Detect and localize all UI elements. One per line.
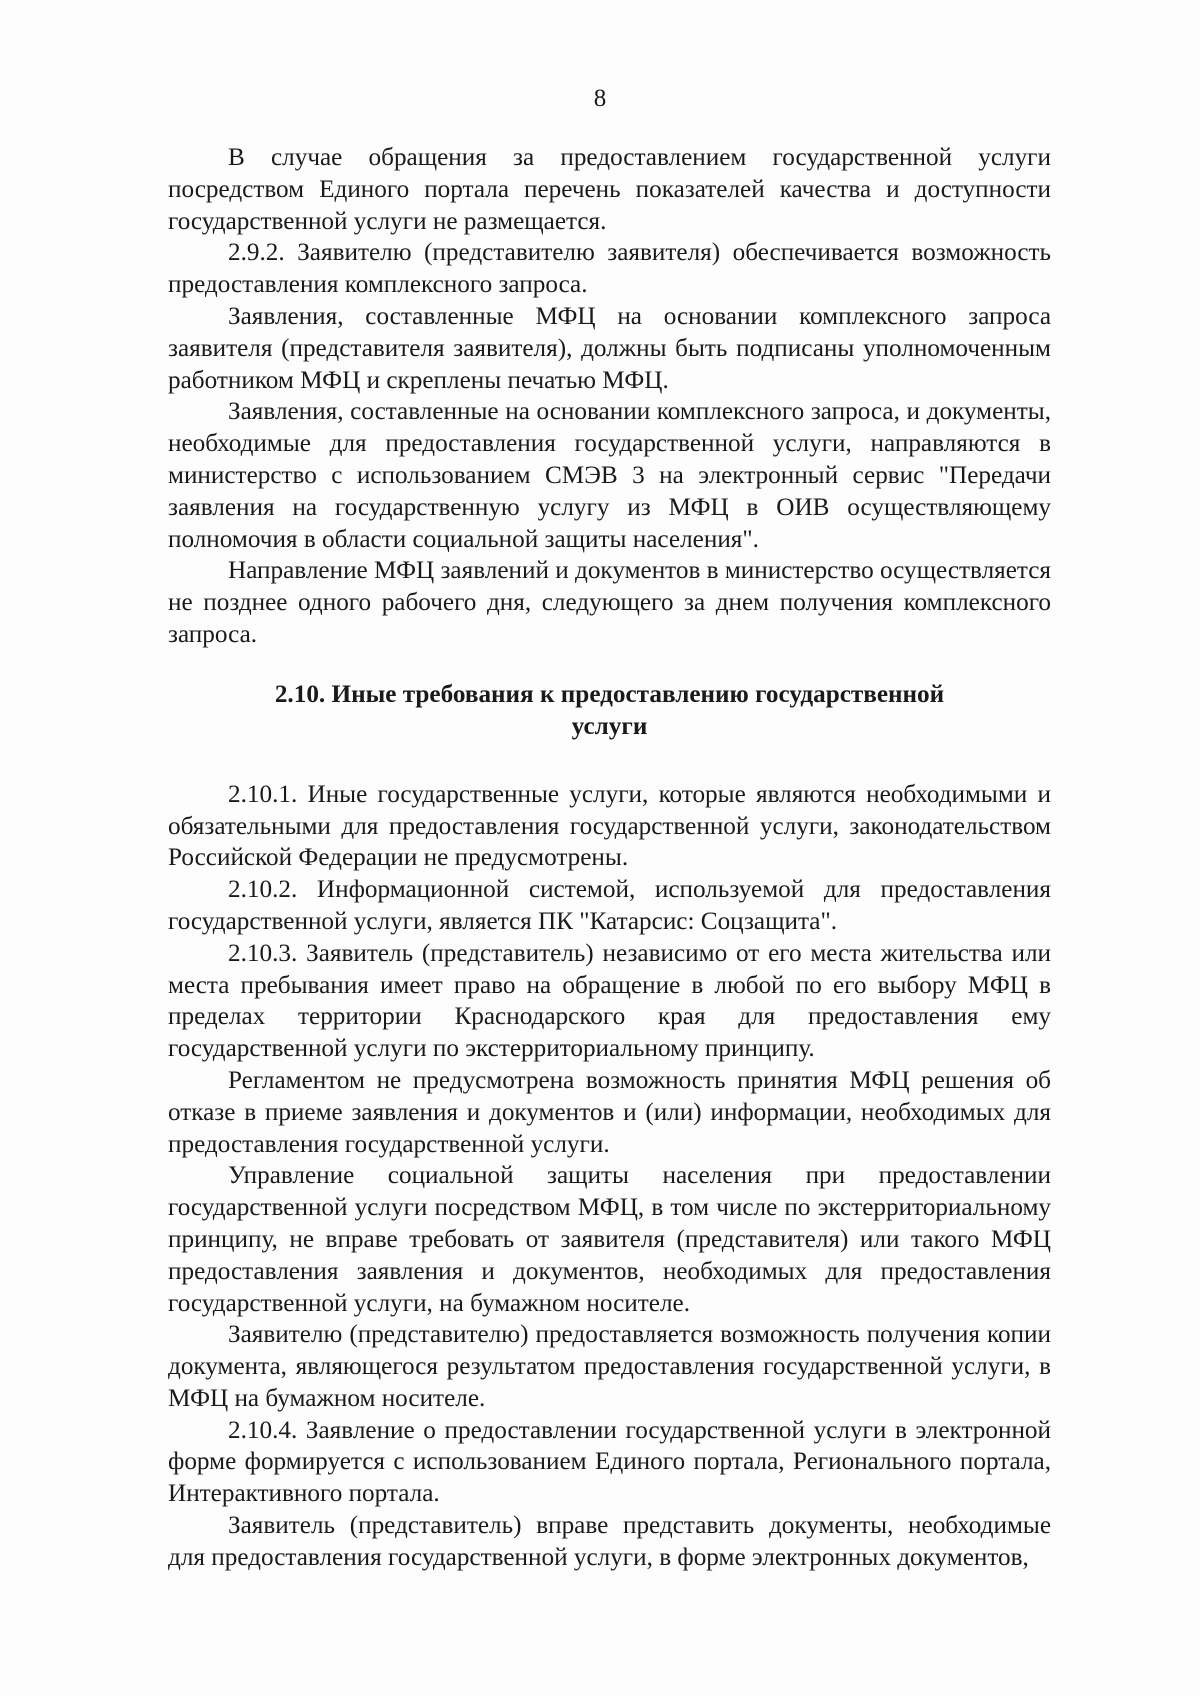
paragraph: 2.10.3. Заявитель (представитель) независимо от его места жительства или места пребывания имеет право на обращение в любой по его выбору МФЦ в пределах территории Краснодарского края для предоставления ему государственной услуги по экстерриториальному принципу. (168, 939, 1051, 1063)
paragraph: 2.9.2. Заявителю (представителю заявителя) обеспечивается возможность предоставления комплексного запроса. (168, 239, 1051, 299)
paragraph: Заявителю (представителю) предоставляется возможность получения копии документа, являющегося результатом предоставления государственной услуги, в МФЦ на бумажном носителе. (168, 1321, 1051, 1412)
document-body (168, 142, 1051, 1574)
paragraph: Управление социальной защиты населения при предоставлении государственной услуги посредством МФЦ, в том числе по экстерриториальному принципу, не вправе требовать от заявителя (представителя) или такого МФЦ предоставления заявления и документов, необходимых для предоставления государственной услуги, на бумажном носителе. (168, 1162, 1051, 1317)
paragraph: Заявитель (представитель) вправе представить документы, необходимые для предоставления государственной услуги, в форме электронных документов, (168, 1512, 1051, 1571)
section-heading-line: услуги (571, 712, 648, 740)
page-number: 8 (593, 85, 607, 112)
paragraph: Направление МФЦ заявлений и документов в министерство осуществляется не позднее одного рабочего дня, следующего за днем получения комплексного запроса. (168, 557, 1051, 648)
section-heading (168, 679, 1051, 743)
section-heading-line: 2.10. Иные требования к предоставлению государственной (274, 680, 945, 708)
paragraph: Регламентом не предусмотрена возможность принятия МФЦ решения об отказе в приеме заявления и документов и (или) информации, необходимых для предоставления государственной услуги. (168, 1066, 1051, 1158)
paragraph: 2.10.1. Иные государственные услуги, которые являются необходимыми и обязательными для предоставления государственной услуги, законодательством Российской Федерации не предусмотрены. (168, 780, 1051, 872)
paragraph: 2.10.4. Заявление о предоставлении государственной услуги в электронной форме формируется с использованием Единого портала, Регионального портала, Интерактивного портала. (168, 1416, 1051, 1508)
paragraph: Заявления, составленные МФЦ на основании комплексного запроса заявителя (представителя заявителя), должны быть подписаны уполномоченным работником МФЦ и скреплены печатью МФЦ. (168, 302, 1051, 394)
paragraph: Заявления, составленные на основании комплексного запроса, и документы, необходимые для предоставления государственной услуги, направляются в министерство с использованием СМЭВ 3 на электронный сервис "Передачи заявления на государственную услугу из МФЦ в ОИВ осуществляющему полномочия в области социальной защиты населения". (168, 398, 1051, 553)
paragraph: В случае обращения за предоставлением государственной услуги посредством Единого портала перечень показателей качества и доступности государственной услуги не размещается. (168, 144, 1051, 235)
paragraph: 2.10.2. Информационной системой, используемой для предоставления государственной услуги, является ПК "Катарсис: Соцзащита". (168, 876, 1051, 935)
